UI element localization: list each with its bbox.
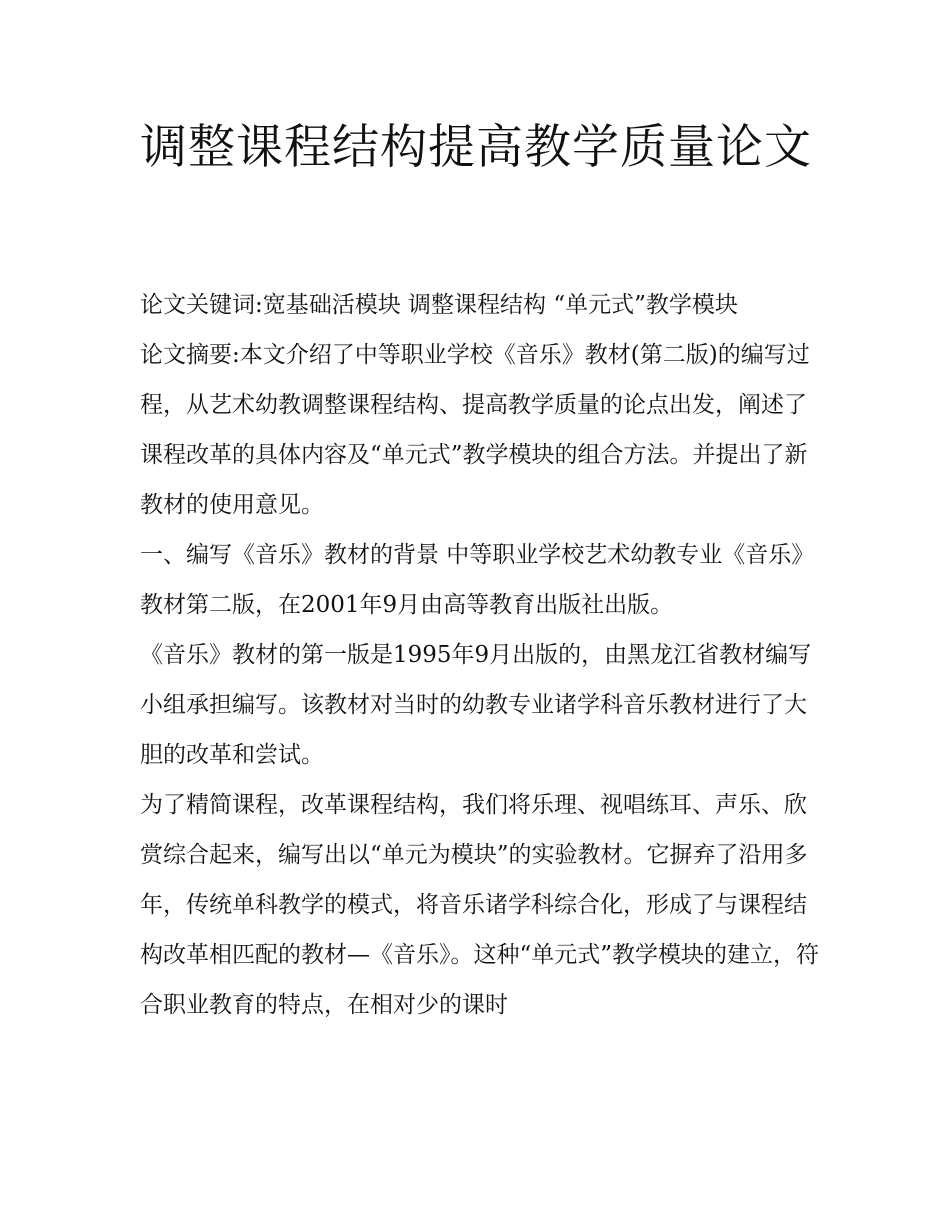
document-body xyxy=(140,280,820,1030)
document-title: 调整课程结构提高教学质量论文 xyxy=(140,120,812,175)
section-background-paragraph: 一、编写《音乐》教材的背景 中等职业学校艺术幼教专业《音乐》教材第二版，在2001年9月由高等教育出版社出版。 xyxy=(140,542,815,618)
first-edition-paragraph: 《音乐》教材的第一版是1995年9月出版的，由黑龙江省教材编写小组承担编写。该教材对当时的幼教专业诸学科音乐教材进行了大胆的改革和尝试。 xyxy=(140,642,812,768)
abstract-paragraph: 论文摘要:本文介绍了中等职业学校《音乐》教材(第二版)的编写过程，从艺术幼教调整课程结构、提高教学质量的论点出发，阐述了课程改革的具体内容及“单元式”教学模块的组合方法。并提出了新教材的使用意见。 xyxy=(140,342,810,518)
curriculum-reform-paragraph: 为了精简课程，改革课程结构，我们将乐理、视唱练耳、声乐、欣赏综合起来，编写出以“单元为模块”的实验教材。它摒弃了沿用多年，传统单科教学的模式，将音乐诸学科综合化，形成了与课程结构改革相匹配的教材—《音乐》。这种“单元式”教学模块的建立，符合职业教育的特点，在相对少的课时 xyxy=(140,792,820,1018)
keywords-line: 论文关键词:宽基础活模块 调整课程结构 “单元式”教学模块 xyxy=(140,292,738,318)
